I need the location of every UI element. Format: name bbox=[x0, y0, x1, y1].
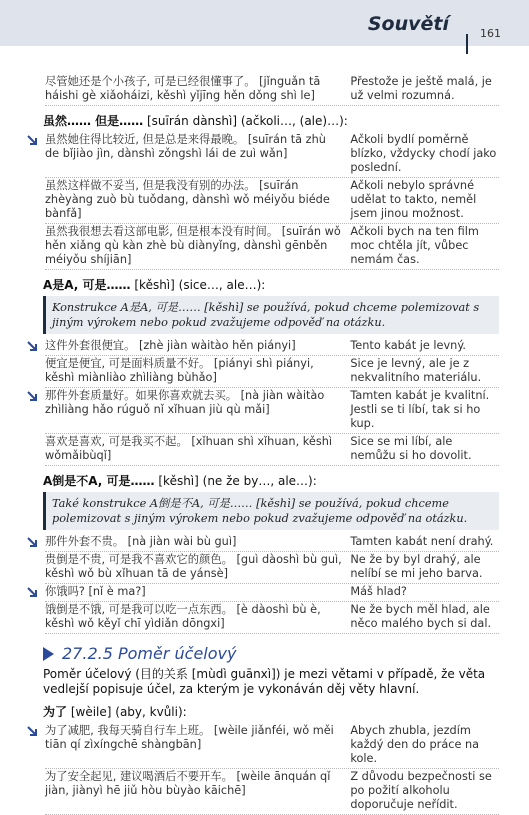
chinese-text: 喜欢是喜欢, 可是我买不起。 [xǐhuan shì xǐhuan, kěshì wǒmǎibùqǐ] bbox=[45, 435, 333, 462]
chinese-text: 便宜是便宜, 可是面料质量不好。 [piányi shì piányi, kěshì miànliào zhìliàng bùhǎo] bbox=[45, 357, 314, 384]
example-row bbox=[45, 338, 499, 356]
example-row bbox=[45, 178, 499, 224]
heading-daoshi: A倒是不A, 可是…… [kěshì] (ne že by…, ale…): bbox=[43, 474, 317, 488]
chinese-example bbox=[45, 389, 342, 431]
chinese-text: 你饿吗? [nǐ è ma?] bbox=[45, 585, 146, 598]
czech-translation: Tamten kabát není drahý. bbox=[350, 535, 494, 548]
arrow-icon bbox=[26, 390, 38, 402]
arrow-icon bbox=[26, 586, 38, 598]
chinese-text: 尽管她还是个小孩子, 可是已经很懂事了。 [jǐnguǎn tā háishi gè xiǎoháizi, kěshì yǐjīng hěn dǒng shì le] bbox=[45, 75, 321, 102]
example-row bbox=[45, 388, 499, 434]
chinese-example bbox=[45, 225, 342, 267]
czech-translation: Ačkoli bydlí poměrně blízko, vždycky chodí jako poslední. bbox=[350, 133, 497, 174]
arrow-icon bbox=[26, 340, 38, 352]
example-row bbox=[45, 74, 499, 106]
czech-translation: Ne že bych měl hlad, ale něco malého bych si dal. bbox=[350, 603, 492, 630]
page-content bbox=[45, 74, 499, 815]
chinese-text: 虽然我很想去看这部电影, 但是根本没有时间。 [suīrán wǒ hěn xiǎng qù kàn zhè bù diànyǐng, dànshì gēnběn méiyǒu shíjiān] bbox=[45, 225, 341, 266]
example-row bbox=[45, 552, 499, 584]
chinese-example bbox=[45, 357, 342, 385]
page-header bbox=[0, 0, 529, 46]
note-box-1: Konstrukce A是A, 可是…… [kěshì] se používá, pokud chceme polemizovat s jiným výrokem nebo pokud zvažujeme odpověď na otázku. bbox=[43, 296, 499, 334]
example-row bbox=[45, 132, 499, 178]
czech-translation: Tento kabát je levný. bbox=[350, 339, 467, 352]
example-row bbox=[45, 602, 499, 634]
chinese-example bbox=[45, 603, 342, 631]
chinese-example bbox=[45, 770, 342, 812]
example-row bbox=[45, 584, 499, 602]
example-group-4 bbox=[45, 534, 499, 634]
example-group-1 bbox=[45, 74, 499, 106]
czech-translation: Přestože je ještě malá, je už velmi rozumná. bbox=[350, 75, 492, 102]
arrow-icon bbox=[26, 725, 38, 737]
triangle-icon bbox=[43, 647, 54, 661]
example-row bbox=[45, 434, 499, 466]
example-group-3 bbox=[45, 338, 499, 466]
heading-suiran: 虽然…… 但是…… [suīrán dànshì] (ačkoli…, (ale)…): bbox=[43, 114, 348, 128]
czech-translation: Máš hlad? bbox=[350, 585, 407, 598]
heading-keshi: A是A, 可是…… [kěshì] (sice…, ale…): bbox=[43, 278, 266, 292]
chinese-example bbox=[45, 75, 342, 103]
chinese-text: 虽然这样做不妥当, 但是我没有别的办法。 [suīrán zhèyàng zuò bù tuǒdang, dànshì wǒ méiyǒu biéde bànfǎ] bbox=[45, 179, 330, 220]
chinese-text: 为了安全起见, 建议喝酒后不要开车。 [wèile ānquán qǐ jiàn, jiànyì hē jiǔ hòu bùyào kāichē] bbox=[45, 770, 331, 797]
czech-translation: Ačkoli nebylo správné udělat to takto, neměl jsem jinou možnost. bbox=[350, 179, 477, 220]
heading-weile: 为了 [wèile] (aby, kvůli): bbox=[43, 705, 187, 719]
chinese-text: 那件外套质量好。如果你喜欢就去买。 [nà jiàn wàitào zhìliàng hǎo rúguǒ nǐ xǐhuan jiù qù mǎi] bbox=[45, 389, 325, 416]
example-row bbox=[45, 534, 499, 552]
chinese-example bbox=[45, 339, 342, 353]
czech-translation: Sice se mi líbí, ale nemůžu si ho dovolit. bbox=[350, 435, 472, 462]
czech-translation: Tamten kabát je kvalitní. Jestli se ti líbí, tak si ho kup. bbox=[350, 389, 490, 430]
czech-translation: Ačkoli bych na ten film moc chtěla jít, vůbec nemám čas. bbox=[350, 225, 479, 266]
czech-translation: Abych zhubla, jezdím každý den do práce na kole. bbox=[350, 724, 480, 765]
chinese-text: 为了减肥, 我每天骑自行车上班。 [wèile jiǎnféi, wǒ měi tiān qí zìxíngchē shàngbān] bbox=[45, 724, 334, 751]
chinese-example bbox=[45, 585, 342, 599]
chinese-text: 这件外套很便宜。 [zhè jiàn wàitào hěn piányi] bbox=[45, 339, 296, 352]
chapter-title: Souvětí bbox=[367, 13, 449, 35]
example-group-5 bbox=[45, 723, 499, 815]
page-number: 161 bbox=[480, 27, 501, 40]
chinese-text: 虽然她住得比较近, 但是总是来得最晚。 [suīrán tā zhù de bǐjiào jìn, dànshì zǒngshì lái de zuì wǎn] bbox=[45, 133, 326, 160]
chinese-example bbox=[45, 724, 342, 766]
czech-translation: Ne že by byl drahý, ale nelíbí se mi jeho barva. bbox=[350, 553, 483, 580]
chinese-text: 那件外套不贵。 [nà jiàn wài bù guì] bbox=[45, 535, 237, 548]
example-row bbox=[45, 723, 499, 769]
chinese-example bbox=[45, 179, 342, 221]
chinese-example bbox=[45, 535, 342, 549]
section-paragraph: Poměr účelový (目的关系 [mùdì guānxì]) je mezi větami v případě, že věta vedlejší popisuje účel, za kterým je vykonáván děj věty hlavní. bbox=[43, 667, 486, 696]
chinese-text: 贵倒是不贵, 可是我不喜欢它的颜色。 [guì dàoshì bù guì, kěshì wǒ bù xǐhuan tā de yánsè] bbox=[45, 553, 342, 580]
example-group-2 bbox=[45, 132, 499, 270]
section-title: 27.2.5 Poměr účelový bbox=[62, 644, 237, 663]
example-row bbox=[45, 224, 499, 270]
arrow-icon bbox=[26, 134, 38, 146]
chinese-text: 饿倒是不饿, 可是我可以吃一点东西。 [è dàoshì bù è, kěshì wǒ kěyǐ chī yìdiǎn dōngxi] bbox=[45, 603, 321, 630]
header-divider bbox=[466, 34, 468, 54]
arrow-icon bbox=[26, 536, 38, 548]
chinese-example bbox=[45, 553, 342, 581]
chinese-example bbox=[45, 435, 342, 463]
example-row bbox=[45, 356, 499, 388]
czech-translation: Sice je levný, ale je z nekvalitního materiálu. bbox=[350, 357, 482, 384]
chinese-example bbox=[45, 133, 342, 175]
note-box-2: Také konstrukce A倒是不A, 可是…… [kěshì] se používá, pokud chceme polemizovat s jiným výrokem nebo pokud zvažujeme odpověď na otázku. bbox=[43, 492, 499, 530]
example-row bbox=[45, 769, 499, 815]
section-heading bbox=[43, 644, 499, 663]
czech-translation: Z důvodu bezpečnosti se po požití alkoholu doporučuje neřídit. bbox=[350, 770, 492, 811]
